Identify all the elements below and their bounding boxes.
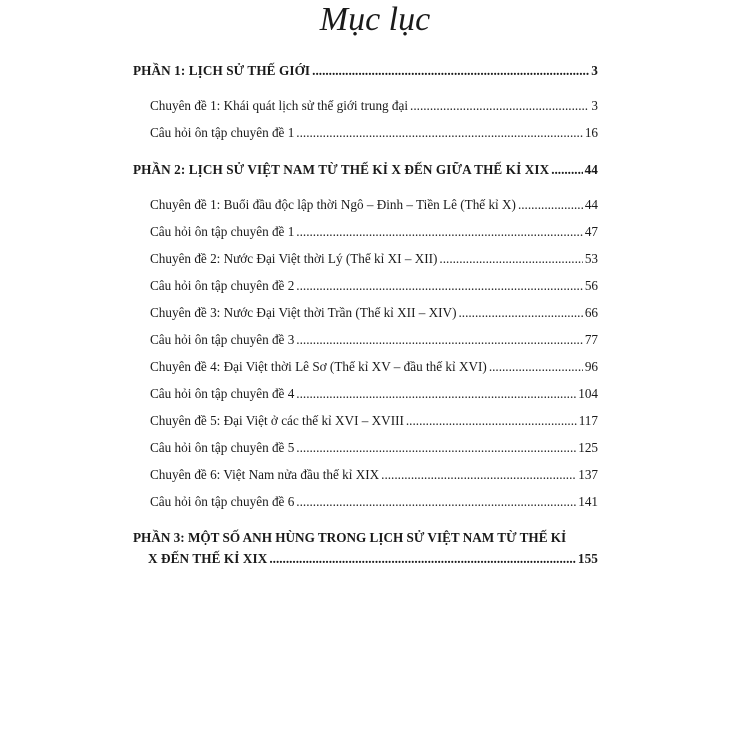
toc-entry-label: Chuyên đề 5: Đại Việt ở các thế kỉ XVI – XVIII: [150, 413, 404, 428]
toc-entry-label: Câu hỏi ôn tập chuyên đề 3: [150, 332, 295, 347]
toc-entry-label: Chuyên đề 1: Buổi đầu độc lập thời Ngô – Đinh – Tiền Lê (Thế kỉ X): [150, 197, 516, 212]
dot-leader: [296, 125, 583, 141]
dot-leader: [269, 548, 576, 569]
toc-entry[interactable]: [150, 359, 598, 375]
toc-entry-label: Chuyên đề 6: Việt Nam nửa đầu thế kỉ XIX: [150, 467, 380, 482]
toc-page-number: 44: [584, 162, 598, 177]
toc-page-number: 53: [584, 251, 598, 266]
toc-entry-label: Câu hỏi ôn tập chuyên đề 4: [150, 386, 295, 401]
toc-page-number: 96: [584, 359, 598, 374]
toc-entry[interactable]: [150, 332, 598, 348]
toc-page-number: 141: [578, 494, 598, 509]
toc-entry-label: Câu hỏi ôn tập chuyên đề 6: [150, 494, 295, 509]
toc-part-3[interactable]: [133, 527, 598, 569]
toc-page-number: 66: [584, 305, 598, 320]
toc-page-number: 3: [591, 98, 598, 113]
dot-leader: [518, 197, 583, 213]
dot-leader: [406, 413, 577, 429]
toc-entry[interactable]: [150, 305, 598, 321]
toc-page-number: 16: [584, 125, 598, 140]
toc-page-number: 56: [584, 278, 598, 293]
toc-entry-label: Câu hỏi ôn tập chuyên đề 2: [150, 278, 295, 293]
toc-entry-label: Câu hỏi ôn tập chuyên đề 1: [150, 125, 295, 140]
dot-leader: [381, 467, 576, 483]
toc-part-3-line2: [148, 548, 598, 569]
toc-entry-label: Chuyên đề 2: Nước Đại Việt thời Lý (Thế kỉ XI – XII): [150, 251, 438, 266]
toc-part-label: PHẦN 3: MỘT SỐ ANH HÙNG TRONG LỊCH SỬ VIỆT NAM TỪ THẾ KỈ: [133, 530, 567, 545]
dot-leader: [296, 494, 576, 510]
dot-leader: [296, 224, 583, 240]
toc-page-number: 44: [584, 197, 598, 212]
toc-part-2[interactable]: [133, 162, 598, 178]
toc-entry[interactable]: [150, 224, 598, 240]
dot-leader: [410, 98, 589, 114]
toc-page-number: 3: [591, 63, 598, 78]
toc-page-number: 47: [584, 224, 598, 239]
dot-leader: [489, 359, 583, 375]
toc-page-number: 117: [578, 413, 598, 428]
toc-entry-label: Chuyên đề 1: Khái quát lịch sử thế giới trung đại: [150, 98, 409, 113]
toc-entry[interactable]: [150, 251, 598, 267]
toc-entry[interactable]: [150, 278, 598, 294]
toc-page-number: 125: [578, 440, 598, 455]
toc-part-label: X ĐẾN THẾ KỈ XIX: [148, 551, 268, 566]
toc-entry[interactable]: [150, 98, 598, 114]
toc-entry-label: Chuyên đề 3: Nước Đại Việt thời Trần (Thế kỉ XII – XIV): [150, 305, 457, 320]
toc-page-number: 155: [577, 551, 598, 566]
toc-page-number: 137: [578, 467, 598, 482]
toc-entry[interactable]: [150, 125, 598, 141]
dot-leader: [458, 305, 582, 321]
toc-part-1[interactable]: [133, 63, 598, 79]
toc-entry[interactable]: [150, 197, 598, 213]
toc-page-number: 77: [584, 332, 598, 347]
dot-leader: [439, 251, 582, 267]
toc-entry[interactable]: [150, 386, 598, 402]
dot-leader: [551, 162, 582, 178]
dot-leader: [296, 440, 576, 456]
dot-leader: [296, 332, 583, 348]
toc-entry[interactable]: [150, 413, 598, 429]
dot-leader: [296, 386, 576, 402]
toc-part-label: PHẦN 1: LỊCH SỬ THẾ GIỚI: [133, 63, 311, 78]
toc-part-label: PHẦN 2: LỊCH SỬ VIỆT NAM TỪ THẾ KỈ X ĐẾN GIỮA THẾ KỈ XIX: [133, 162, 550, 177]
toc-page-number: 104: [578, 386, 598, 401]
toc-entry[interactable]: [150, 467, 598, 483]
toc-entry-label: Câu hỏi ôn tập chuyên đề 5: [150, 440, 295, 455]
toc-entry[interactable]: [150, 440, 598, 456]
page-title: Mục lục: [319, 1, 431, 38]
toc-entry-label: Chuyên đề 4: Đại Việt thời Lê Sơ (Thế kỉ XV – đầu thế kỉ XVI): [150, 359, 487, 374]
toc-entry-label: Câu hỏi ôn tập chuyên đề 1: [150, 224, 295, 239]
dot-leader: [296, 278, 583, 294]
toc-entry[interactable]: [150, 494, 598, 510]
dot-leader: [312, 63, 589, 79]
